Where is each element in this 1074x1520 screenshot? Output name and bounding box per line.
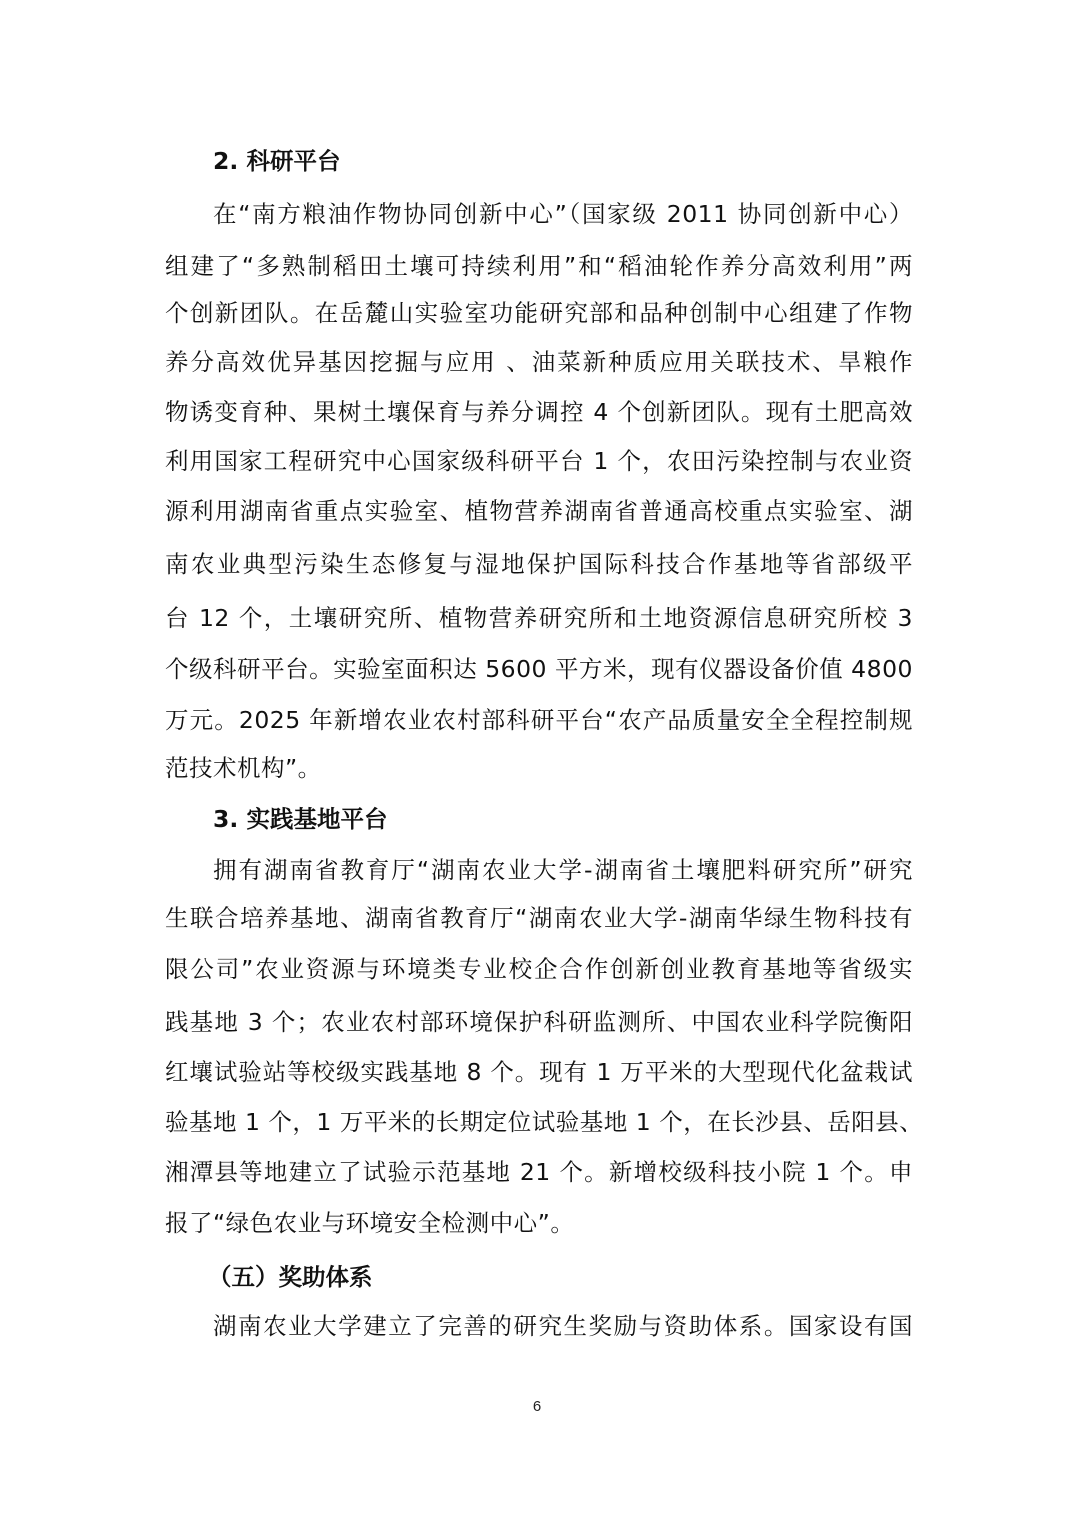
paragraph-line: 湘潭县等地建立了试验示范基地 21 个。新增校级科技小院 1 个。申 [165,1158,913,1186]
section-heading-practice-base: 3. 实践基地平台 [213,805,388,833]
paragraph-line: 万元。2025 年新增农业农村部科研平台“农产品质量安全全程控制规 [165,706,913,734]
paragraph-line: 限公司”农业资源与环境类专业校企合作创新创业教育基地等省级实 [165,955,913,983]
paragraph-line: 在“南方粮油作物协同创新中心”（国家级 2011 协同创新中心） [213,200,913,228]
paragraph-line: 拥有湖南省教育厅“湖南农业大学-湖南省土壤肥料研究所”研究 [213,856,913,884]
paragraph-line: 验基地 1 个，1 万平米的长期定位试验基地 1 个，在长沙县、岳阳县、 [165,1108,924,1136]
section-heading-research-platform: 2. 科研平台 [213,147,341,175]
paragraph-line: 物诱变育种、果树土壤保育与养分调控 4 个创新团队。现有土肥高效 [165,398,913,426]
paragraph-line: 利用国家工程研究中心国家级科研平台 1 个，农田污染控制与农业资 [165,447,913,475]
paragraph-line: 组建了“多熟制稻田土壤可持续利用”和“稻油轮作养分高效利用”两 [165,252,913,280]
page-number: 6 [532,1398,542,1415]
paragraph-line: 台 12 个，土壤研究所、植物营养研究所和土地资源信息研究所校 3 [165,604,913,632]
section-heading-financial-aid: （五）奖助体系 [208,1263,373,1291]
paragraph-line: 范技术机构”。 [165,754,322,782]
paragraph-line: 湖南农业大学建立了完善的研究生奖励与资助体系。国家设有国 [213,1312,913,1340]
paragraph-line: 个级科研平台。实验室面积达 5600 平方米，现有仪器设备价值 4800 [165,655,913,683]
paragraph-line: 源利用湖南省重点实验室、植物营养湖南省普通高校重点实验室、湖 [165,497,913,525]
paragraph-line: 践基地 3 个；农业农村部环境保护科研监测所、中国农业科学院衡阳 [165,1008,913,1036]
paragraph-line: 养分高效优异基因挖掘与应用 、油菜新种质应用关联技术、旱粮作 [165,348,913,376]
paragraph-line: 生联合培养基地、湖南省教育厅“湖南农业大学-湖南华绿生物科技有 [165,904,913,932]
paragraph-line: 个创新团队。在岳麓山实验室功能研究部和品种创制中心组建了作物 [165,299,913,327]
paragraph-line: 南农业典型污染生态修复与湿地保护国际科技合作基地等省部级平 [165,550,913,578]
paragraph-line: 红壤试验站等校级实践基地 8 个。现有 1 万平米的大型现代化盆栽试 [165,1058,913,1086]
paragraph-line: 报了“绿色农业与环境安全检测中心”。 [165,1209,575,1237]
